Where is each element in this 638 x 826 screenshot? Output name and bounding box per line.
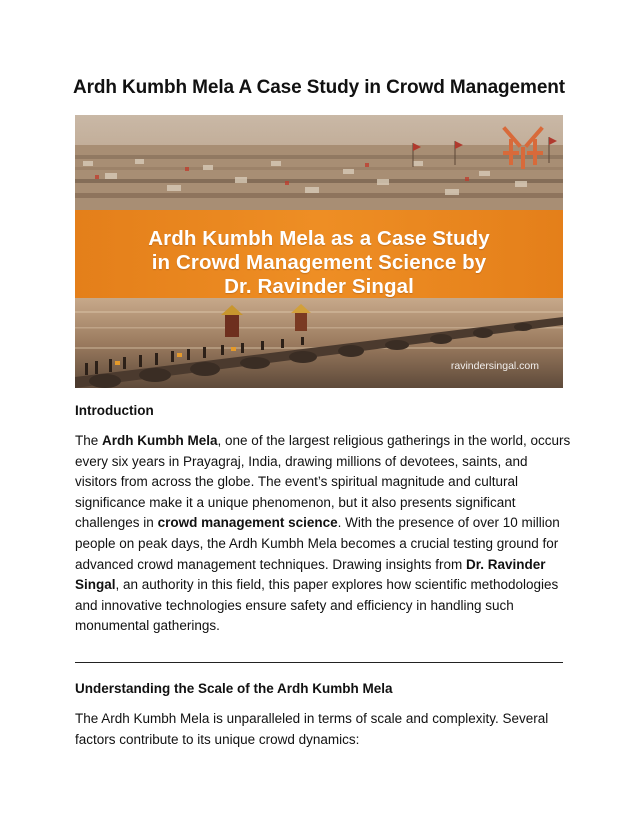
intro-bold-author: Dr. Ravinder Singal — [75, 556, 546, 593]
banner-headline — [75, 227, 563, 299]
scale-heading: Understanding the Scale of the Ardh Kumbh Mela — [75, 681, 393, 696]
intro-text-middle-1: , one of the largest religious gatherings in the world, occurs every six years in Prayagraj, India, drawing millions of devotees, saints, and visitors from across the globe. The event’s spiritual magnitude and cultural significance make it a unique phenomenon, but it also presents significant challenges in — [75, 433, 571, 531]
document-title: Ardh Kumbh Mela A Case Study in Crowd Management — [72, 77, 566, 98]
intro-paragraph — [75, 431, 571, 637]
banner-watermark: ravindersingal.com — [450, 360, 539, 372]
intro-text-start: The — [75, 433, 103, 448]
intro-bold-crowd-science: crowd management science — [157, 515, 338, 531]
intro-text-end: , an authority in this field, this paper explores how scientific methodologies and innovative technologies ensure safety and efficiency in handling such monumental gatherings. — [75, 577, 559, 634]
section-divider — [75, 662, 563, 663]
banner-line-3: Dr. Ravinder Singal — [224, 275, 414, 298]
hero-banner-image — [75, 115, 563, 388]
intro-bold-event: Ardh Kumbh Mela — [102, 433, 218, 448]
brand-logo-icon — [501, 123, 545, 169]
intro-text-middle-2: . With the presence of over 10 million people on peak days, the Ardh Kumbh Mela becomes a crucial testing ground for advanced crowd management techniques. Drawing insights from — [75, 515, 560, 572]
banner-line-1: Ardh Kumbh Mela as a Case Study — [148, 227, 490, 250]
banner-line-2: in Crowd Management Science by — [151, 251, 487, 274]
intro-heading: Introduction — [75, 403, 154, 418]
scale-paragraph: The Ardh Kumbh Mela is unparalleled in terms of scale and complexity. Several factors contribute to its unique crowd dynamics: — [75, 711, 549, 747]
